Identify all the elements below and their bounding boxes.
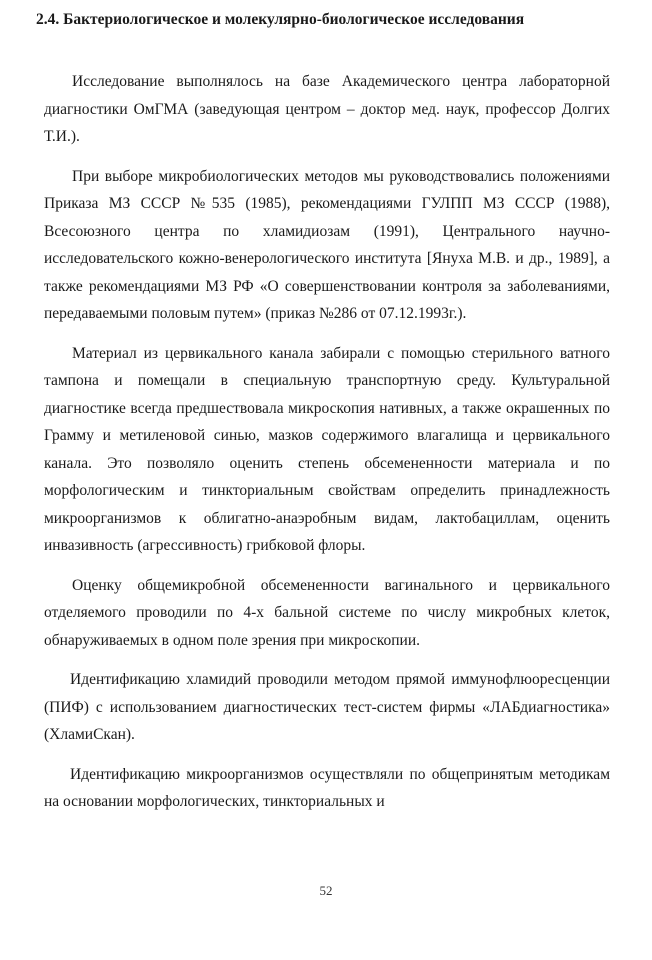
paragraph-chlamydia-identification: Идентификацию хламидий проводили методом прямой иммунофлюоресценции (ПИФ) с использованием диагностических тест-систем фирмы «ЛАБдиагностика» (ХламиСкан). <box>44 671 610 743</box>
paragraph-microorganism-identification: Идентификацию микроорганизмов осуществляли по общепринятым методикам на основании морфологических, тинкториальных и <box>44 765 610 810</box>
paragraph-contamination-assessment: Оценку общемикробной обсемененности вагинального и цервикального отделяемого проводили по 4-х бальной системе по числу микробных клеток, обнаруживаемых в одном поле зрения при микроскопии. <box>44 576 610 649</box>
paragraph-research-base: Исследование выполнялось на базе Академического центра лабораторной диагностики ОмГМА (заведующая центром – доктор мед. наук, профессор Долгих Т.И.). <box>44 73 610 145</box>
paragraph-material-collection: Материал из цервикального канала забирали с помощью стерильного ватного тампона и помещали в специальную транспортную среду. Культуральной диагностике всегда предшествовала микроскопия нативных, а также окрашенных по Грамму и метиленовой синью, мазков содержимого влагалища и цервикального канала. Это позволяло оценить степень обсемененности материала и по морфологическим и тинкториальным свойствам определить принадлежность микроорганизмов к облигатно-анаэробным видам, лактобациллам, оценить инвазивность (агрессивность) грибковой флоры. <box>44 344 610 554</box>
section-heading: 2.4. Бактериологическое и молекулярно-биологическое исследования <box>36 11 525 28</box>
page-number: 52 <box>319 883 333 898</box>
body-text <box>44 68 610 828</box>
paragraph-methods-selection: При выборе микробиологических методов мы руководствовались положениями Приказа МЗ СССР №535 (1985), рекомендациями ГУЛПП МЗ СССР (1988), Всесоюзного центра по хламидиозам (1991), Центрального научно-исследовательского кожно-венерологического института [Януха М.В. и др., 1989], а также рекомендациями МЗ РФ «О совершенствовании контроля за заболеваниями, передаваемыми половым путем» (приказ №286 от 07.12.1993г.). <box>44 167 610 322</box>
